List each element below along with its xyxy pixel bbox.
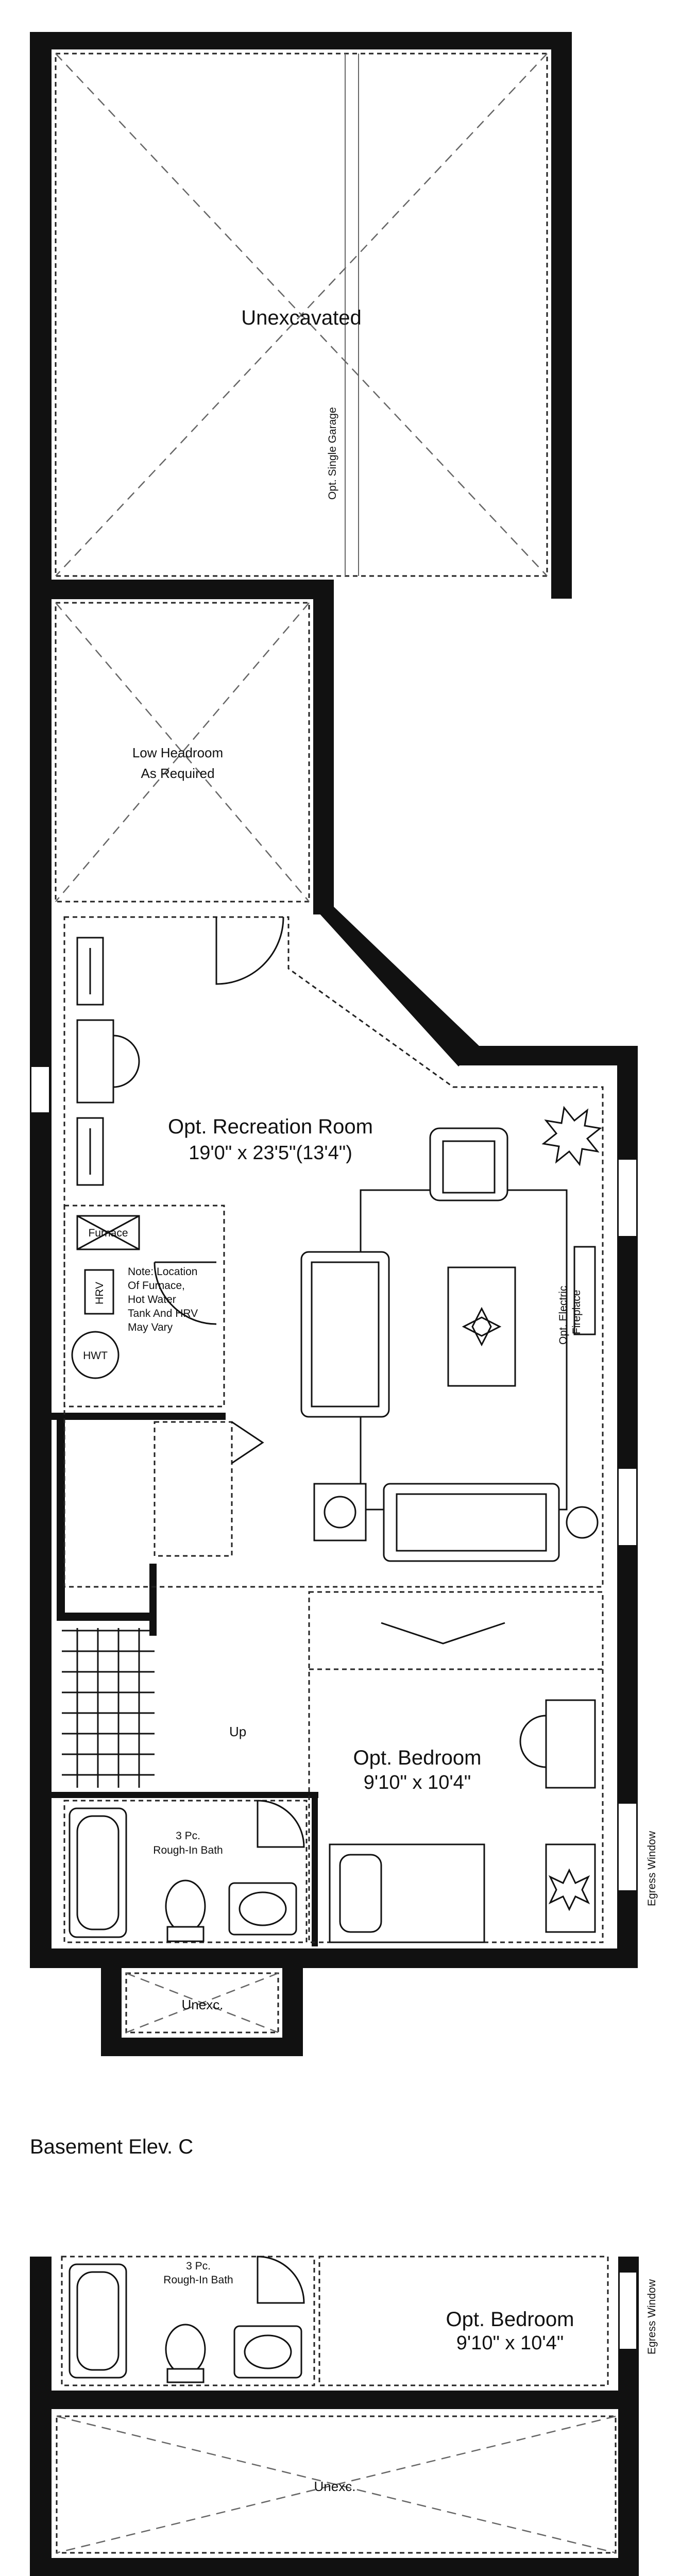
bedroom-label: Opt. Bedroom [353,1747,482,1769]
rec-room-furniture [301,1108,600,1561]
desk [77,938,139,1185]
low-headroom-label-2: As Required [141,766,215,781]
note-line-5: May Vary [128,1321,173,1333]
bathroom [64,1801,307,1942]
bath-label-2: Rough-In Bath [163,2274,233,2286]
bath-label-1: 3 Pc. [186,2260,211,2272]
bedroom-dimensions: 9'10" x 10'4" [456,2332,564,2354]
note-line-1: Note: Location [128,1266,198,1278]
low-headroom-label-1: Low Headroom [132,745,224,760]
unexc-label: Unexc. [314,2479,356,2494]
hrv-label: HRV [94,1282,106,1304]
bath-label-1: 3 Pc. [176,1830,200,1842]
hwt-label: HWT [83,1350,108,1362]
egress-window-label: Egress Window [646,1831,658,1906]
note-line-4: Tank And HRV [128,1308,198,1319]
plan-elev-c [30,32,658,2158]
furnace-label: Furnace [88,1227,128,1239]
bath-label-2: Rough-In Bath [153,1844,223,1856]
note-line-2: Of Furnace, [128,1280,185,1292]
unexc-label: Unexc. [181,1997,224,2012]
stairs-up-label: Up [229,1724,247,1739]
plan-elev-v [30,2257,658,2576]
unexcavated-label: Unexcavated [241,307,362,329]
note-line-3: Hot Water [128,1294,176,1306]
plan-caption-elev-c: Basement Elev. C [30,2136,194,2158]
rec-room-label: Opt. Recreation Room [168,1115,373,1138]
fireplace-label-1: Opt. Electric [557,1285,569,1345]
rec-room-dimensions: 19'0" x 23'5"(13'4") [189,1142,352,1164]
egress-window-label: Egress Window [646,2279,658,2354]
garage-label: Opt. Single Garage [327,407,338,500]
bedroom-dimensions: 9'10" x 10'4" [363,1772,471,1793]
fireplace-label-2: Fireplace [571,1290,583,1334]
bedroom-label: Opt. Bedroom [446,2308,574,2331]
